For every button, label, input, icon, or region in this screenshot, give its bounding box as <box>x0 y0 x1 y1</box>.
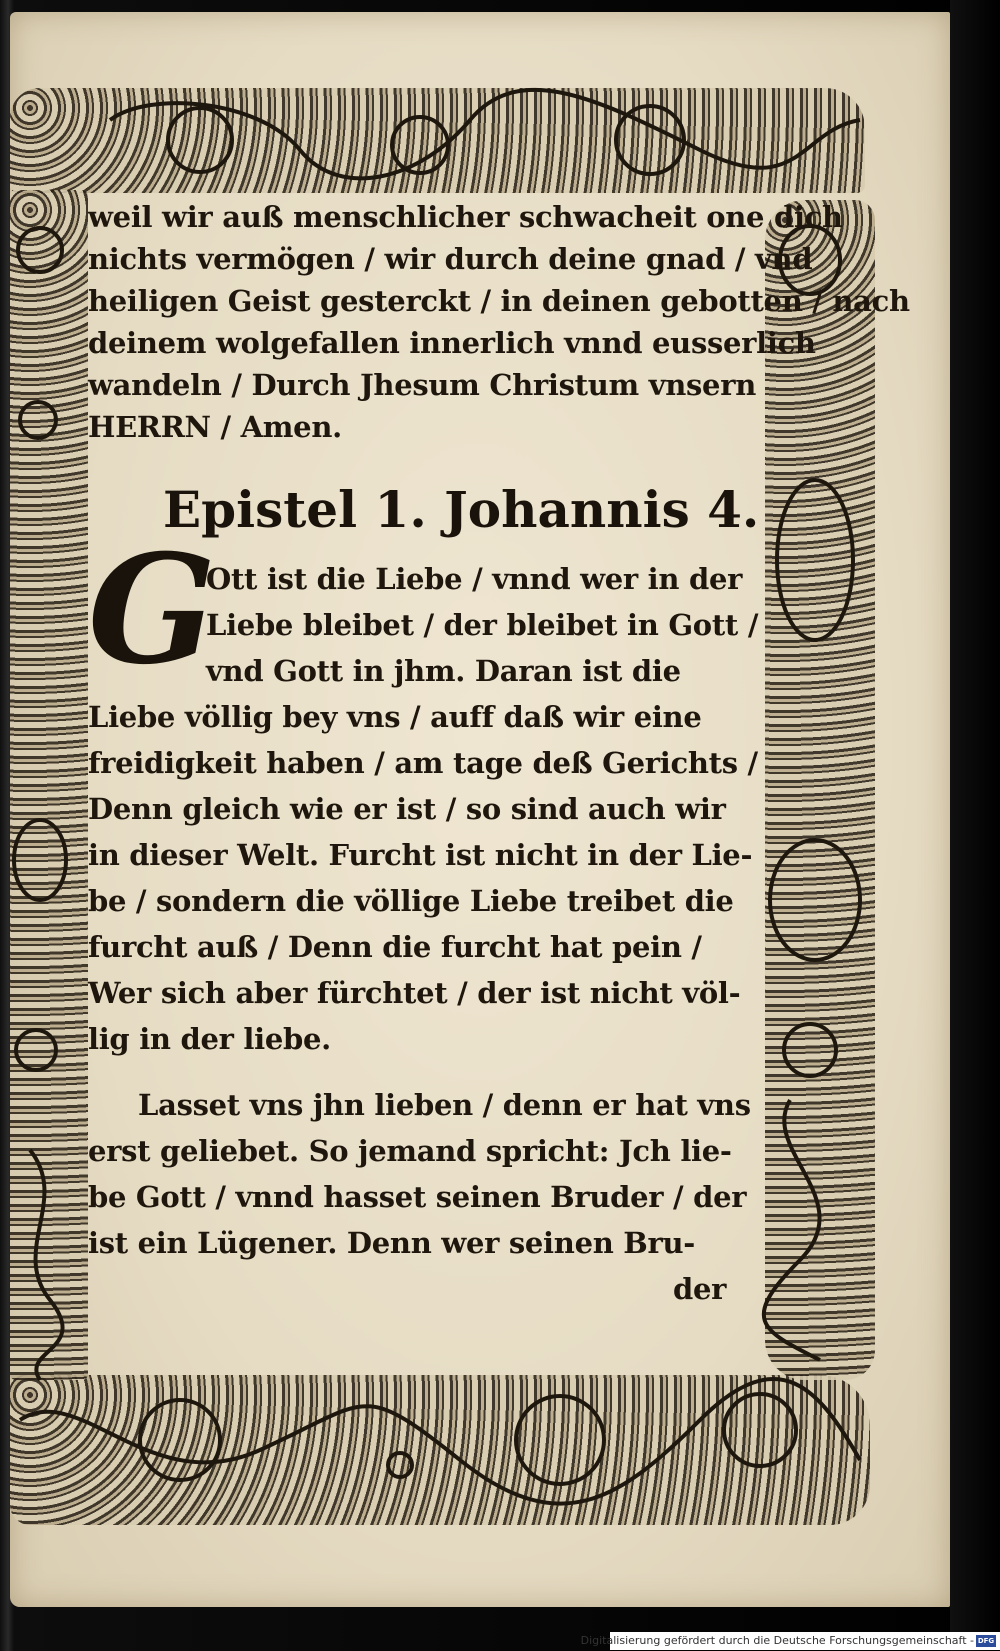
text-line: deinem wolgefallen innerlich vnnd eusserlich <box>88 326 816 360</box>
text-line: Ott ist die Liebe / vnnd wer in der <box>206 562 743 596</box>
text-line: weil wir auß menschlicher schwacheit one dich <box>88 200 843 234</box>
text-line: be Gott / vnnd hasset seinen Bruder / der <box>88 1180 747 1214</box>
text-line: erst geliebet. So jemand spricht: Jch lie- <box>88 1134 732 1168</box>
text-line: HERRN / Amen. <box>88 410 342 444</box>
decorated-initial: G <box>88 522 217 698</box>
catchword: der <box>673 1272 727 1306</box>
text-line: Wer sich aber fürchtet / der ist nicht völ- <box>88 976 741 1010</box>
text-line: ist ein Lügener. Denn wer seinen Bru- <box>88 1226 696 1260</box>
text-line: be / sondern die völlige Liebe treibet die <box>88 884 734 918</box>
text-line: wandeln / Durch Jhesum Christum vnsern <box>88 368 756 402</box>
page-text <box>88 200 910 1370</box>
text-line: Liebe bleibet / der bleibet in Gott / <box>206 608 759 642</box>
text-line: heiligen Geist gesterckt / in deinen gebotten / nach <box>88 284 910 318</box>
text-line: lig in der liebe. <box>88 1022 331 1056</box>
dfg-logo: DFG <box>977 1637 995 1645</box>
digitization-footer <box>580 1632 1000 1650</box>
footer-credit: Digitalisierung gefördert durch die Deutsche Forschungsgemeinschaft - <box>580 1634 974 1647</box>
text-line: in dieser Welt. Furcht ist nicht in der Lie- <box>88 838 753 872</box>
text-line: vnd Gott in jhm. Daran ist die <box>206 654 681 688</box>
text-line: freidigkeit haben / am tage deß Gerichts / <box>88 746 758 780</box>
text-line: Denn gleich wie er ist / so sind auch wir <box>88 792 726 826</box>
text-line: furcht auß / Denn die furcht hat pein / <box>88 930 702 964</box>
text-line: Lasset vns jhn lieben / denn er hat vns <box>138 1088 751 1122</box>
text-line: nichts vermögen / wir durch deine gnad / vnd <box>88 242 813 276</box>
text-line: Liebe völlig bey vns / auff daß wir eine <box>88 700 702 734</box>
section-heading: Epistel 1. Johannis 4. <box>163 480 760 539</box>
